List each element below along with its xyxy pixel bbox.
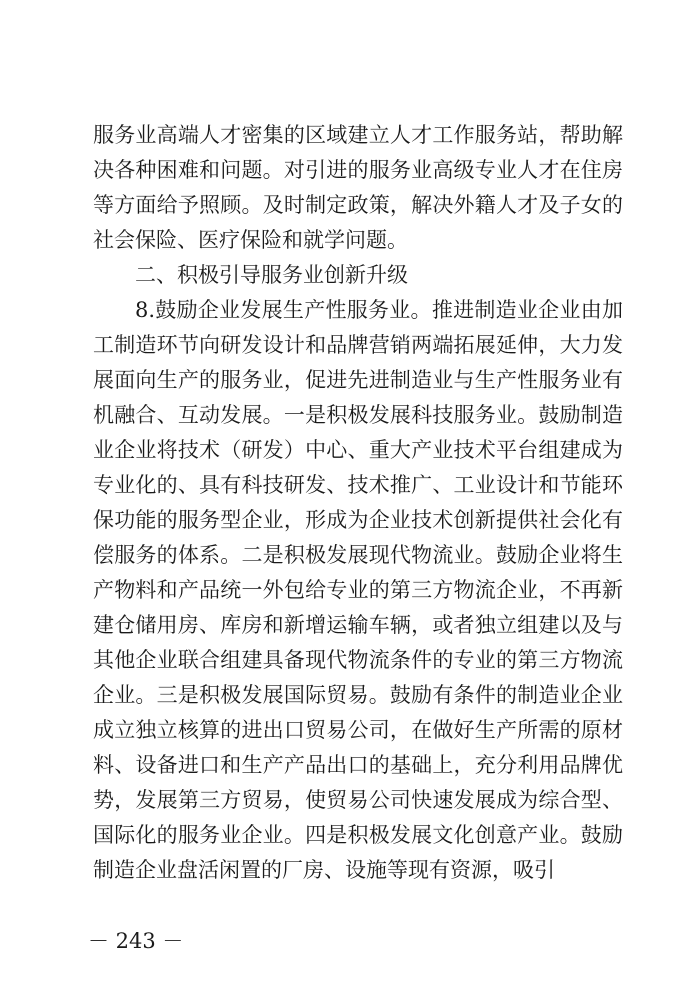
document-body bbox=[93, 118, 623, 888]
paragraph-item-8: 8.鼓励企业发展生产性服务业。推进制造业企业由加工制造环节向研发设计和品牌营销两端拓展延伸，大力发展面向生产的服务业，促进先进制造业与生产性服务业有机融合、互动发展。一是积极发展科技服务业。鼓励制造业企业将技术（研发）中心、重大产业技术平台组建成为专业化的、具有科技研发、技术推广、工业设计和节能环保功能的服务型企业，形成为企业技术创新提供社会化有偿服务的体系。二是积极发展现代物流业。鼓励企业将生产物料和产品统一外包给专业的第三方物流企业，不再新建仓储用房、库房和新增运输车辆，或者独立组建以及与其他企业联合组建具备现代物流条件的专业的第三方物流企业。三是积极发展国际贸易。鼓励有条件的制造业企业成立独立核算的进出口贸易公司，在做好生产所需的原材料、设备进口和生产产品出口的基础上，充分利用品牌优势，发展第三方贸易，使贸易公司快速发展成为综合型、国际化的服务业企业。四是积极发展文化创意产业。鼓励制造企业盘活闲置的厂房、设施等现有资源，吸引 bbox=[93, 298, 623, 882]
page-number: － 243 － bbox=[88, 929, 184, 953]
paragraph-continuation: 服务业高端人才密集的区域建立人才工作服务站，帮助解决各种困难和问题。对引进的服务业高级专业人才在住房等方面给予照顾。及时制定政策，解决外籍人才及子女的社会保险、医疗保险和就学问题。 bbox=[93, 123, 623, 252]
section-heading: 二、积极引导服务业创新升级 bbox=[135, 263, 408, 287]
